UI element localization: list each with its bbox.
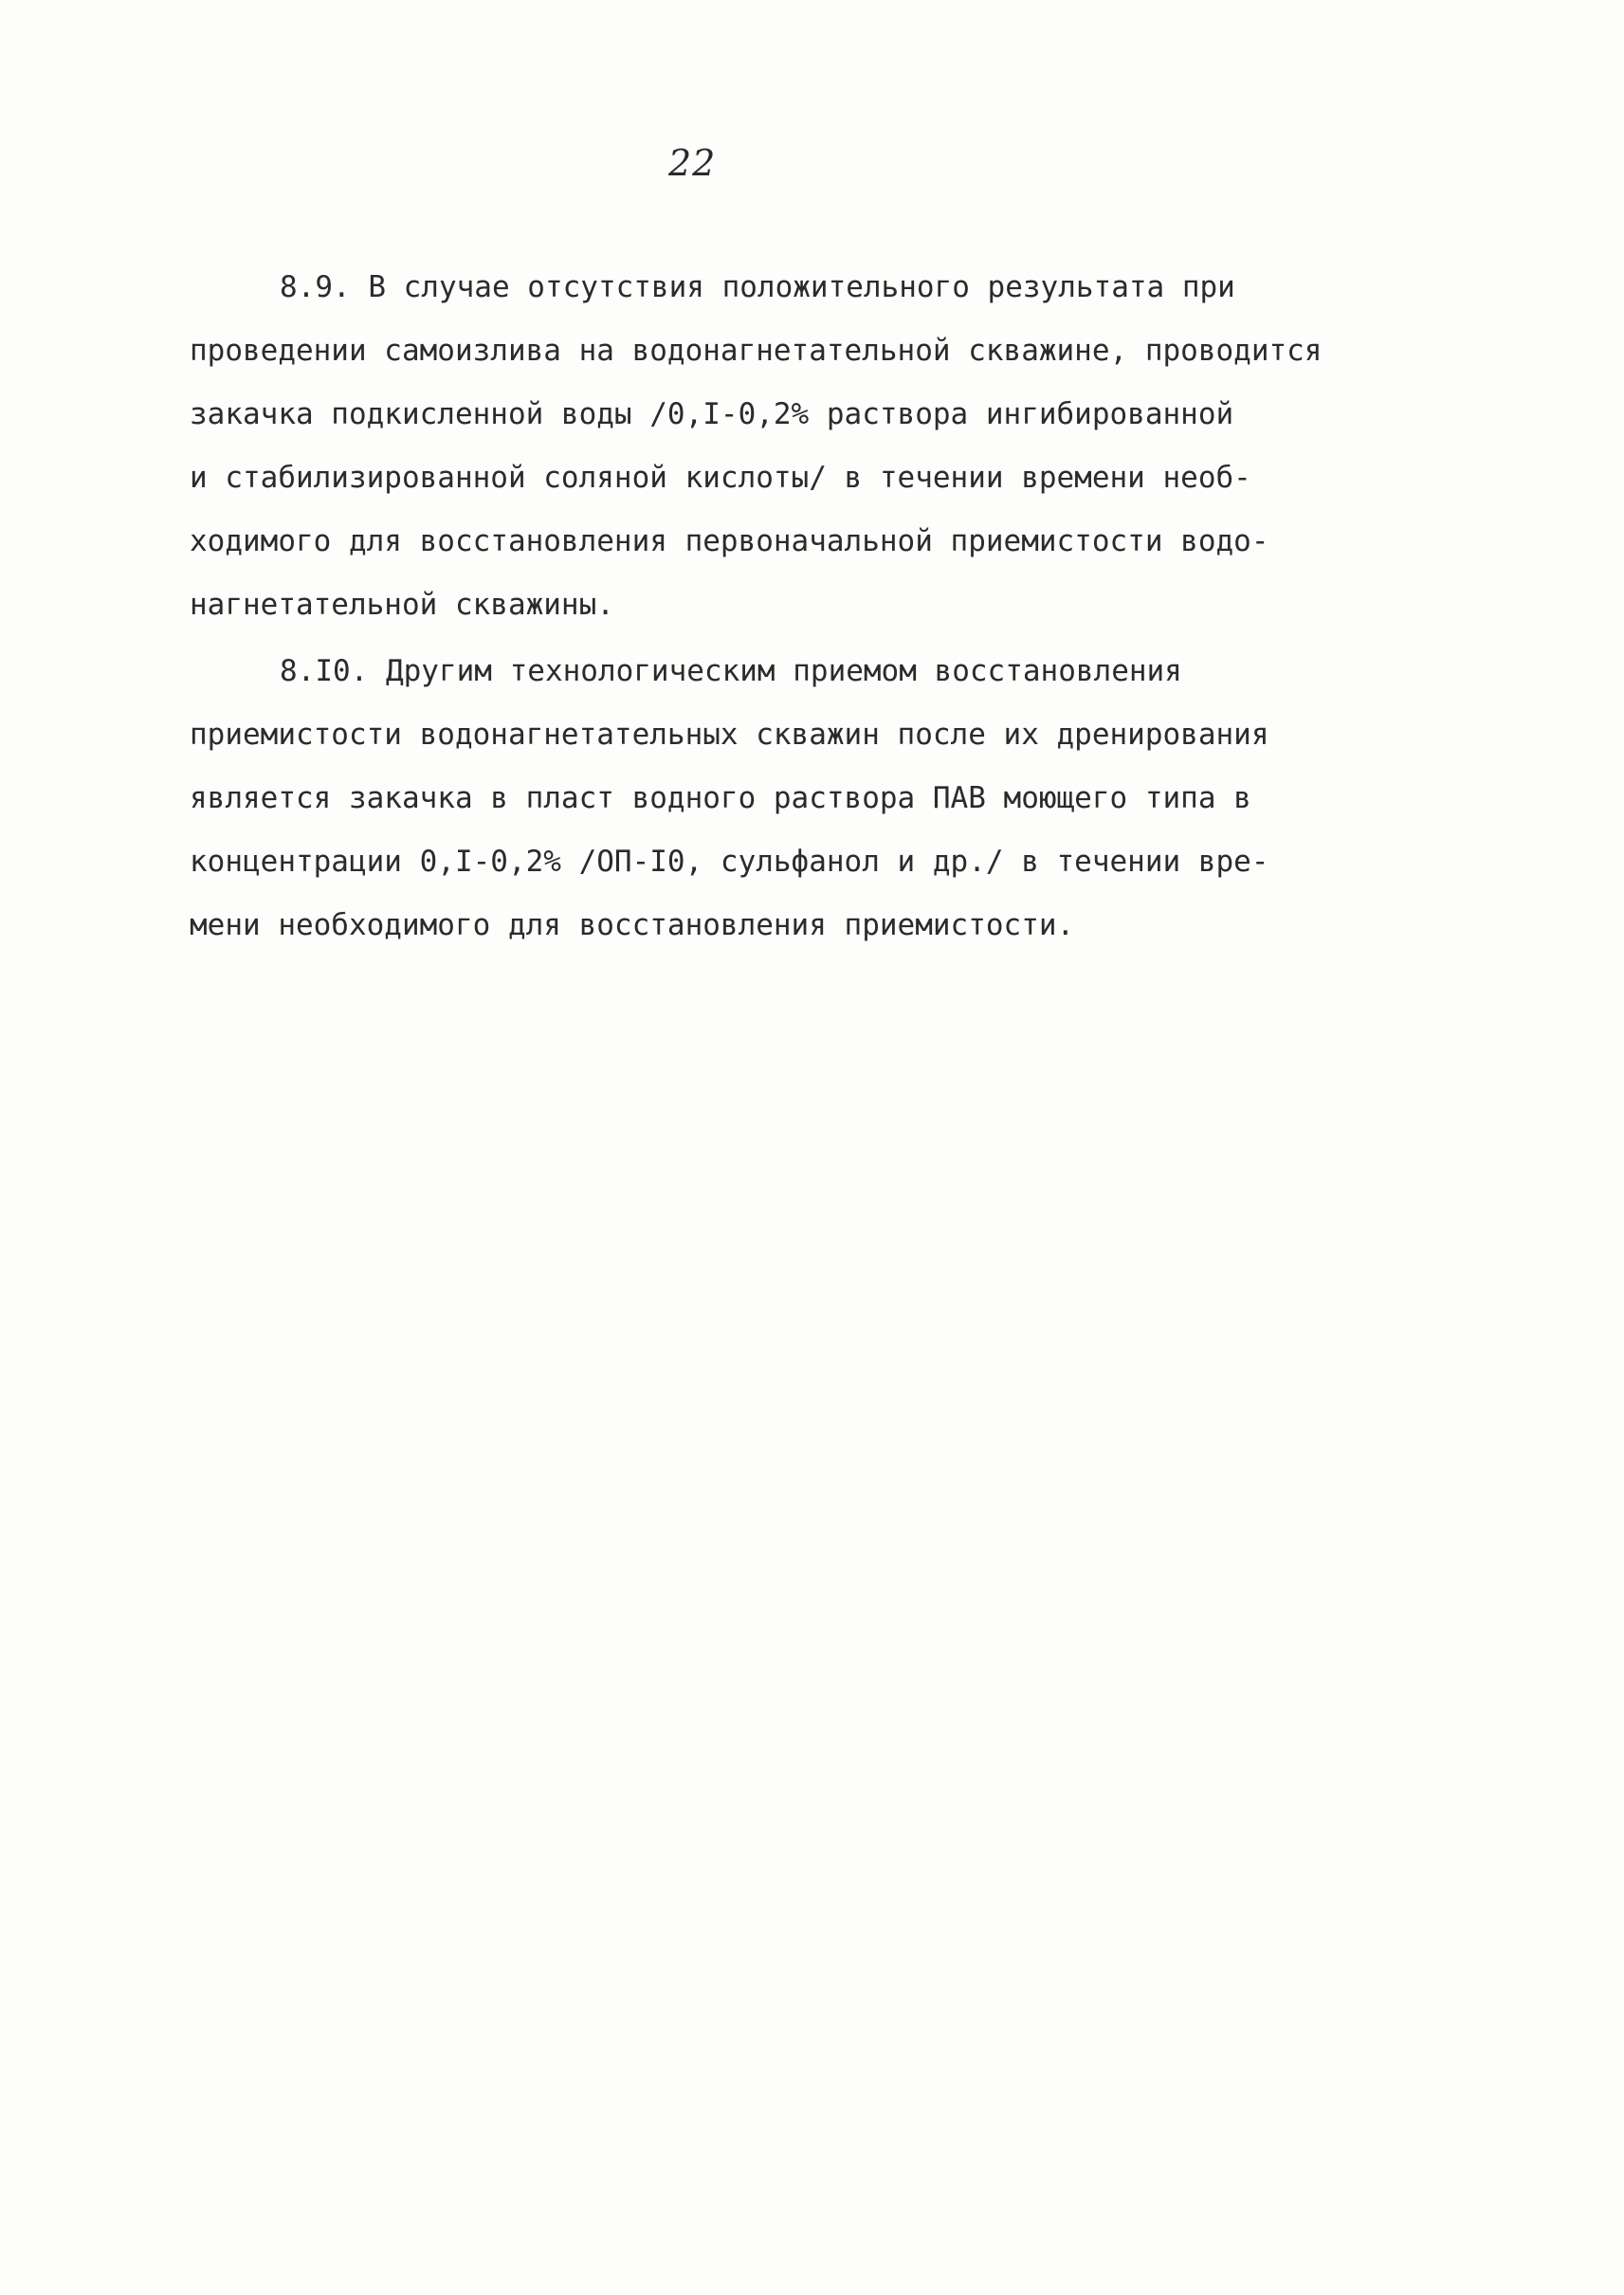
paragraph-line: приемистости водонагнетательных скважин после их дренирования bbox=[190, 718, 1269, 752]
paragraph-line: нагнетательной скважины. bbox=[190, 588, 614, 622]
paragraph-line: мени необходимого для восстановления приемистости. bbox=[190, 908, 1075, 942]
paragraph-line: концентрации 0,I-0,2% /ОП-I0, сульфанол и др./ в течении вре- bbox=[190, 845, 1269, 879]
paragraph-8-9 bbox=[190, 256, 1441, 637]
paragraph-line: является закачка в пласт водного раствора ПАВ моющего типа в bbox=[190, 781, 1251, 815]
paragraph-line: 8.9. В случае отсутствия положительного результата при bbox=[280, 270, 1235, 304]
page-number: 22 bbox=[668, 142, 717, 184]
paragraph-line: 8.I0. Другим технологическим приемом восстановления bbox=[280, 654, 1182, 688]
paragraph-line: проведении самоизлива на водонагнетательной скважине, проводится bbox=[190, 334, 1323, 368]
paragraph-8-10 bbox=[190, 640, 1441, 957]
paragraph-line: закачка подкисленной воды /0,I-0,2% раствора ингибированной bbox=[190, 397, 1234, 431]
paragraph-line: ходимого для восстановления первоначальной приемистости водо- bbox=[190, 524, 1269, 558]
paragraph-line: и стабилизированной соляной кислоты/ в течении времени необ- bbox=[190, 461, 1251, 495]
